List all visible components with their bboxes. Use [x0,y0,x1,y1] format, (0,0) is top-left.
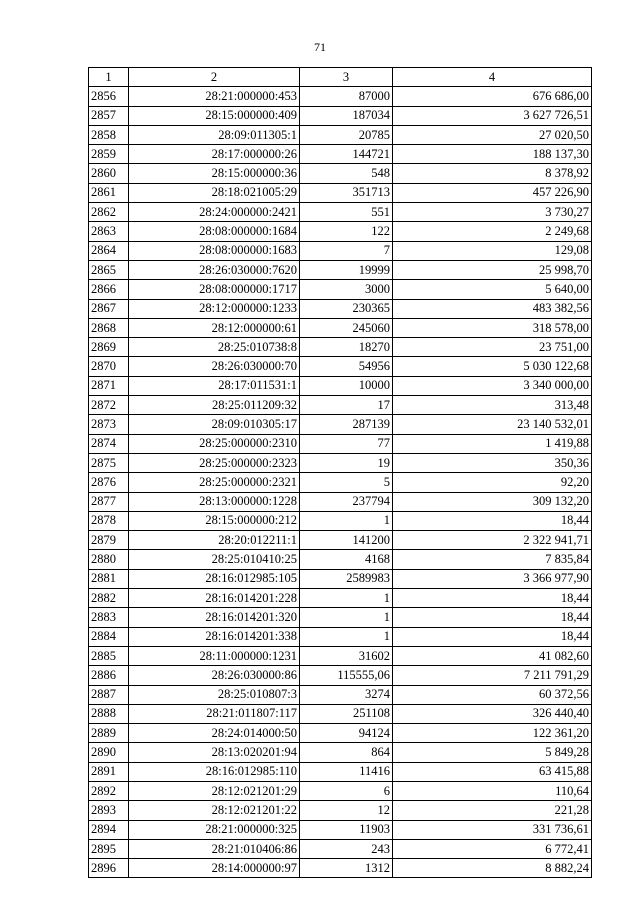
value-cell: 18,44 [393,608,592,627]
row-number-cell: 2859 [89,145,129,164]
table-row [89,531,592,550]
value-cell: 350,36 [393,453,592,472]
value-cell: 18,44 [393,627,592,646]
table-row [89,241,592,260]
value-cell: 6 772,41 [393,839,592,858]
cadastral-number-cell: 28:12:000000:61 [129,318,300,337]
value-cell: 122 361,20 [393,724,592,743]
column-header-2: 2 [129,68,300,87]
row-number-cell: 2884 [89,627,129,646]
value-cell: 3 340 000,00 [393,376,592,395]
area-cell: 6 [300,781,393,800]
table-row [89,666,592,685]
table-row [89,492,592,511]
area-cell: 548 [300,164,393,183]
area-cell: 245060 [300,318,393,337]
cadastral-number-cell: 28:11:000000:1231 [129,646,300,665]
row-number-cell: 2883 [89,608,129,627]
table-row [89,762,592,781]
row-number-cell: 2878 [89,511,129,530]
cadastral-number-cell: 28:21:011807:117 [129,704,300,723]
area-cell: 18270 [300,338,393,357]
value-cell: 221,28 [393,801,592,820]
area-cell: 19999 [300,260,393,279]
table-row [89,396,592,415]
area-cell: 287139 [300,415,393,434]
row-number-cell: 2889 [89,724,129,743]
row-number-cell: 2892 [89,781,129,800]
row-number-cell: 2880 [89,550,129,569]
row-number-cell: 2896 [89,859,129,878]
table-row [89,473,592,492]
value-cell: 188 137,30 [393,145,592,164]
area-cell: 551 [300,203,393,222]
area-cell: 187034 [300,106,393,125]
cadastral-number-cell: 28:26:030000:70 [129,357,300,376]
cadastral-number-cell: 28:21:000000:325 [129,820,300,839]
table-row [89,376,592,395]
table-row [89,820,592,839]
row-number-cell: 2871 [89,376,129,395]
table-row [89,299,592,318]
table-row [89,222,592,241]
area-cell: 3000 [300,280,393,299]
table-row [89,511,592,530]
table-row [89,839,592,858]
area-cell: 115555,06 [300,666,393,685]
cadastral-number-cell: 28:25:010738:8 [129,338,300,357]
value-cell: 3 366 977,90 [393,569,592,588]
area-cell: 1312 [300,859,393,878]
table-row [89,743,592,762]
row-number-cell: 2858 [89,125,129,144]
area-cell: 864 [300,743,393,762]
table-row [89,183,592,202]
area-cell: 1 [300,511,393,530]
row-number-cell: 2877 [89,492,129,511]
column-header-1: 1 [89,68,129,87]
row-number-cell: 2879 [89,531,129,550]
value-cell: 313,48 [393,396,592,415]
table-row [89,627,592,646]
row-number-cell: 2895 [89,839,129,858]
cadastral-number-cell: 28:17:000000:26 [129,145,300,164]
area-cell: 11903 [300,820,393,839]
value-cell: 92,20 [393,473,592,492]
area-cell: 87000 [300,87,393,106]
row-number-cell: 2863 [89,222,129,241]
area-cell: 10000 [300,376,393,395]
cadastral-number-cell: 28:16:014201:228 [129,589,300,608]
table-row [89,145,592,164]
row-number-cell: 2876 [89,473,129,492]
area-cell: 2589983 [300,569,393,588]
area-cell: 17 [300,396,393,415]
cadastral-number-cell: 28:25:010807:3 [129,685,300,704]
cadastral-number-cell: 28:08:000000:1684 [129,222,300,241]
row-number-cell: 2882 [89,589,129,608]
cadastral-number-cell: 28:25:000000:2323 [129,453,300,472]
area-cell: 4168 [300,550,393,569]
table-row [89,203,592,222]
row-number-cell: 2857 [89,106,129,125]
cadastral-number-cell: 28:14:000000:97 [129,859,300,878]
area-cell: 7 [300,241,393,260]
area-cell: 141200 [300,531,393,550]
table-row [89,801,592,820]
cadastral-number-cell: 28:17:011531:1 [129,376,300,395]
area-cell: 77 [300,434,393,453]
cadastral-number-cell: 28:15:000000:36 [129,164,300,183]
value-cell: 129,08 [393,241,592,260]
cadastral-number-cell: 28:25:000000:2310 [129,434,300,453]
value-cell: 27 020,50 [393,125,592,144]
cadastral-number-cell: 28:24:014000:50 [129,724,300,743]
value-cell: 3 730,27 [393,203,592,222]
area-cell: 243 [300,839,393,858]
table-row [89,415,592,434]
cadastral-number-cell: 28:24:000000:2421 [129,203,300,222]
cadastral-number-cell: 28:13:000000:1228 [129,492,300,511]
value-cell: 3 627 726,51 [393,106,592,125]
row-number-cell: 2893 [89,801,129,820]
column-header-4: 4 [393,68,592,87]
table-row [89,724,592,743]
column-header-3: 3 [300,68,393,87]
area-cell: 12 [300,801,393,820]
area-cell: 54956 [300,357,393,376]
table-row [89,569,592,588]
value-cell: 18,44 [393,589,592,608]
value-cell: 25 998,70 [393,260,592,279]
row-number-cell: 2868 [89,318,129,337]
area-cell: 1 [300,608,393,627]
row-number-cell: 2869 [89,338,129,357]
value-cell: 8 882,24 [393,859,592,878]
value-cell: 676 686,00 [393,87,592,106]
table-row [89,434,592,453]
value-cell: 23 751,00 [393,338,592,357]
cadastral-number-cell: 28:16:012985:105 [129,569,300,588]
table-row [89,685,592,704]
table-row [89,280,592,299]
table-row [89,608,592,627]
cadastral-number-cell: 28:26:030000:7620 [129,260,300,279]
area-cell: 11416 [300,762,393,781]
row-number-cell: 2891 [89,762,129,781]
row-number-cell: 2867 [89,299,129,318]
value-cell: 457 226,90 [393,183,592,202]
cadastral-number-cell: 28:25:011209:32 [129,396,300,415]
table-row [89,646,592,665]
cadastral-number-cell: 28:16:012985:110 [129,762,300,781]
cadastral-number-cell: 28:16:014201:338 [129,627,300,646]
cadastral-number-cell: 28:16:014201:320 [129,608,300,627]
row-number-cell: 2894 [89,820,129,839]
value-cell: 110,64 [393,781,592,800]
table-row [89,781,592,800]
value-cell: 309 132,20 [393,492,592,511]
value-cell: 2 249,68 [393,222,592,241]
cadastral-number-cell: 28:09:010305:17 [129,415,300,434]
row-number-cell: 2862 [89,203,129,222]
row-number-cell: 2870 [89,357,129,376]
table-body [89,87,592,878]
row-number-cell: 2866 [89,280,129,299]
area-cell: 251108 [300,704,393,723]
cadastral-number-cell: 28:12:021201:29 [129,781,300,800]
data-table [88,67,592,878]
cadastral-number-cell: 28:15:000000:409 [129,106,300,125]
cadastral-number-cell: 28:08:000000:1683 [129,241,300,260]
row-number-cell: 2888 [89,704,129,723]
table-row [89,338,592,357]
row-number-cell: 2865 [89,260,129,279]
row-number-cell: 2887 [89,685,129,704]
table-row [89,550,592,569]
area-cell: 351713 [300,183,393,202]
value-cell: 5 030 122,68 [393,357,592,376]
value-cell: 5 849,28 [393,743,592,762]
cadastral-number-cell: 28:08:000000:1717 [129,280,300,299]
table-row [89,106,592,125]
table-row [89,318,592,337]
table-row [89,859,592,878]
cadastral-number-cell: 28:13:020201:94 [129,743,300,762]
cadastral-number-cell: 28:15:000000:212 [129,511,300,530]
area-cell: 237794 [300,492,393,511]
value-cell: 326 440,40 [393,704,592,723]
table-row [89,453,592,472]
area-cell: 5 [300,473,393,492]
value-cell: 2 322 941,71 [393,531,592,550]
row-number-cell: 2872 [89,396,129,415]
row-number-cell: 2874 [89,434,129,453]
area-cell: 1 [300,627,393,646]
table-row [89,357,592,376]
page-number: 71 [314,40,326,54]
row-number-cell: 2890 [89,743,129,762]
table-row [89,125,592,144]
value-cell: 18,44 [393,511,592,530]
cadastral-number-cell: 28:25:000000:2321 [129,473,300,492]
cadastral-number-cell: 28:12:000000:1233 [129,299,300,318]
value-cell: 23 140 532,01 [393,415,592,434]
row-number-cell: 2885 [89,646,129,665]
value-cell: 8 378,92 [393,164,592,183]
area-cell: 31602 [300,646,393,665]
area-cell: 144721 [300,145,393,164]
row-number-cell: 2864 [89,241,129,260]
value-cell: 5 640,00 [393,280,592,299]
cadastral-number-cell: 28:12:021201:22 [129,801,300,820]
table-row [89,704,592,723]
row-number-cell: 2875 [89,453,129,472]
value-cell: 1 419,88 [393,434,592,453]
area-cell: 19 [300,453,393,472]
area-cell: 1 [300,589,393,608]
value-cell: 7 835,84 [393,550,592,569]
table-row [89,164,592,183]
cadastral-number-cell: 28:21:000000:453 [129,87,300,106]
table-row [89,589,592,608]
cadastral-number-cell: 28:25:010410:25 [129,550,300,569]
area-cell: 230365 [300,299,393,318]
area-cell: 122 [300,222,393,241]
value-cell: 41 082,60 [393,646,592,665]
row-number-cell: 2856 [89,87,129,106]
value-cell: 318 578,00 [393,318,592,337]
value-cell: 7 211 791,29 [393,666,592,685]
row-number-cell: 2886 [89,666,129,685]
row-number-cell: 2881 [89,569,129,588]
cadastral-number-cell: 28:20:012211:1 [129,531,300,550]
table-row [89,87,592,106]
area-cell: 94124 [300,724,393,743]
value-cell: 483 382,56 [393,299,592,318]
cadastral-number-cell: 28:09:011305:1 [129,125,300,144]
row-number-cell: 2860 [89,164,129,183]
row-number-cell: 2873 [89,415,129,434]
row-number-cell: 2861 [89,183,129,202]
value-cell: 331 736,61 [393,820,592,839]
area-cell: 20785 [300,125,393,144]
cadastral-number-cell: 28:26:030000:86 [129,666,300,685]
area-cell: 3274 [300,685,393,704]
value-cell: 63 415,88 [393,762,592,781]
cadastral-number-cell: 28:21:010406:86 [129,839,300,858]
cadastral-number-cell: 28:18:021005:29 [129,183,300,202]
table-row [89,260,592,279]
header-row [89,68,592,87]
value-cell: 60 372,56 [393,685,592,704]
